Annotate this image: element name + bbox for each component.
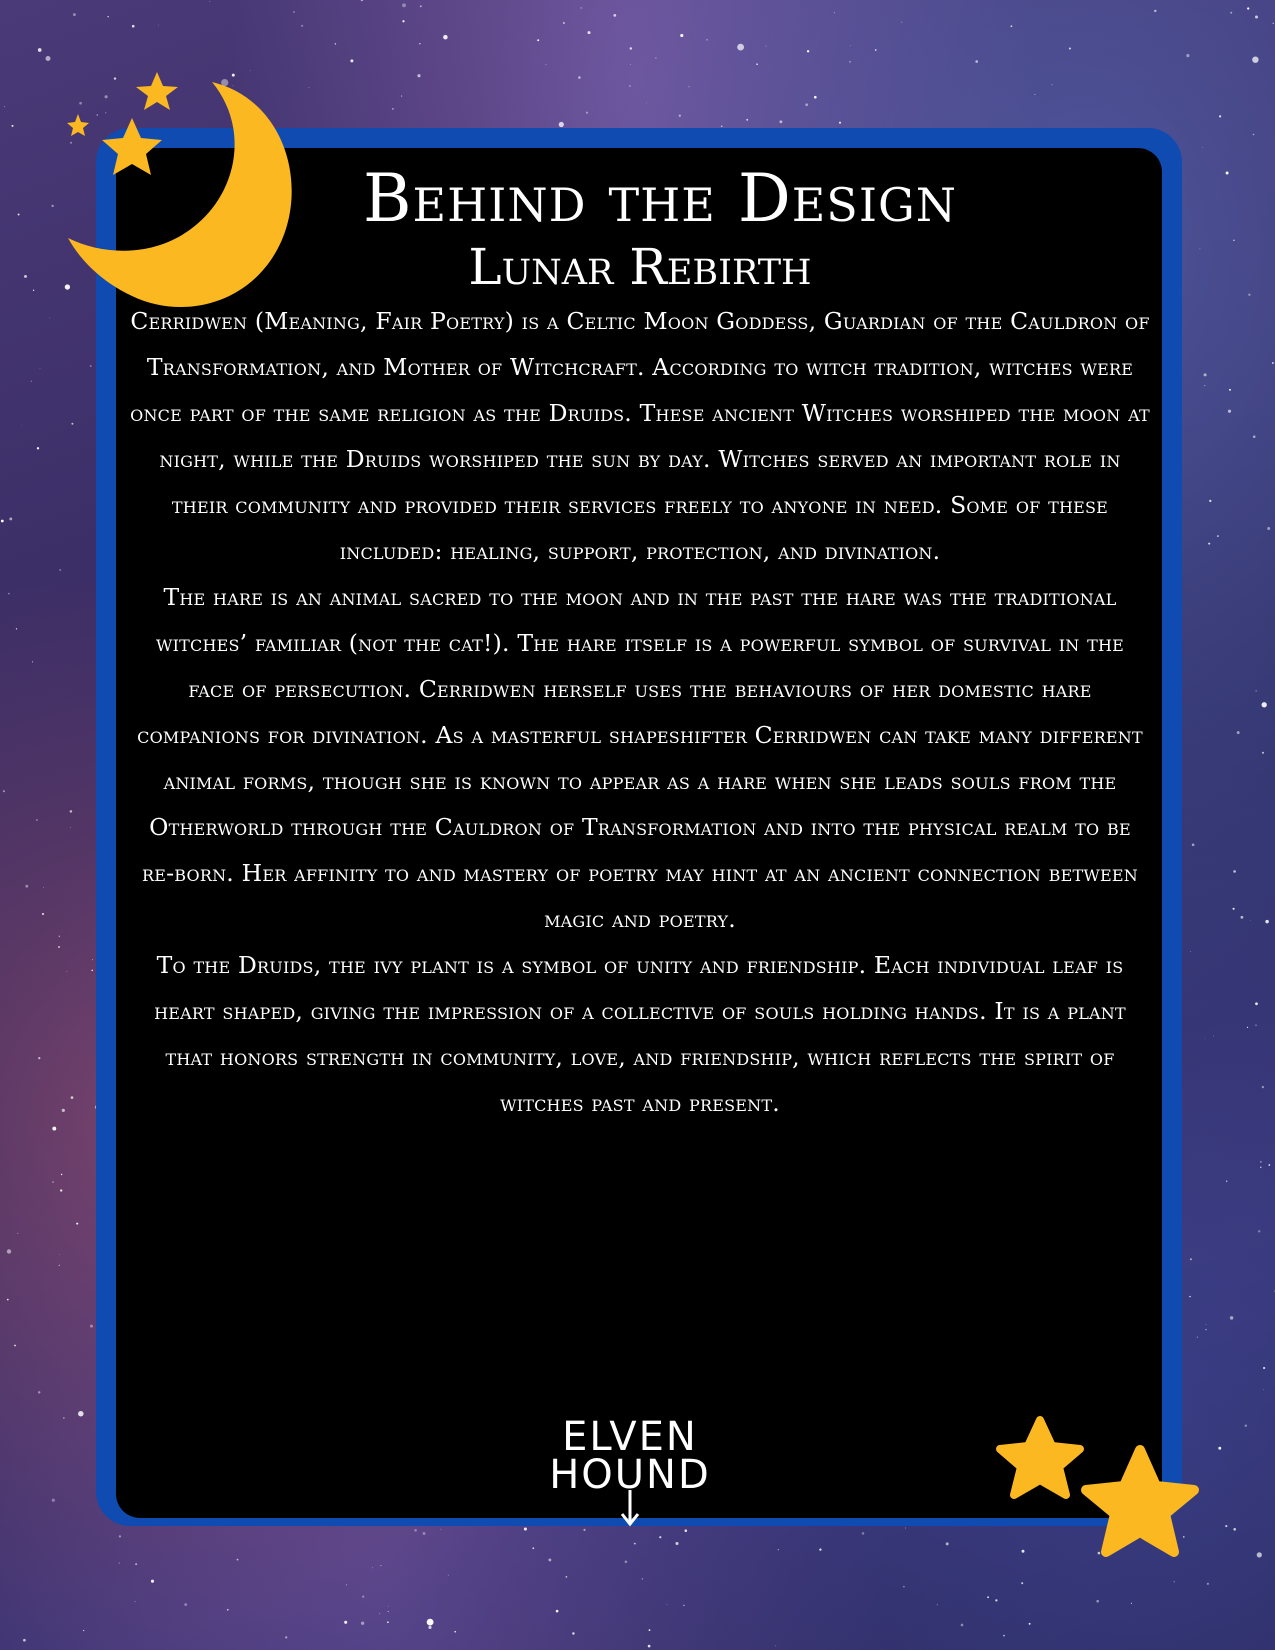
background-star (417, 74, 420, 77)
background-star (132, 25, 135, 28)
background-star (1154, 10, 1156, 12)
logo-line-2: HOUND (549, 1452, 711, 1498)
page-subtitle: Lunar Rebirth (468, 238, 812, 296)
background-star (1, 520, 4, 523)
background-star (901, 22, 902, 23)
background-star (59, 1265, 60, 1266)
background-star (1205, 1329, 1206, 1330)
background-star (642, 1578, 643, 1579)
background-star (1263, 1367, 1265, 1369)
background-star (18, 214, 20, 216)
background-star (344, 1621, 347, 1624)
background-star (563, 22, 565, 24)
background-star (71, 1096, 74, 1099)
background-star (1021, 1582, 1023, 1584)
background-star (1237, 731, 1240, 734)
background-star (42, 913, 44, 915)
background-star (1204, 385, 1205, 386)
background-star (805, 103, 808, 106)
background-star (1253, 134, 1255, 136)
background-star (76, 1223, 78, 1225)
background-star (43, 887, 44, 888)
background-star (1174, 1581, 1175, 1582)
arrow-icon (500, 1414, 760, 1528)
background-star (1190, 1258, 1192, 1260)
background-star (586, 112, 588, 114)
background-star (629, 85, 631, 87)
background-star (1096, 1600, 1099, 1603)
background-star (52, 1181, 54, 1183)
background-star (676, 1542, 679, 1545)
background-star (59, 569, 61, 571)
background-star (679, 115, 681, 117)
background-star (3, 790, 5, 792)
background-star (419, 43, 420, 44)
background-star (634, 1543, 636, 1545)
background-star (7, 1249, 11, 1253)
background-star (119, 1563, 120, 1564)
background-star (1131, 1603, 1132, 1604)
background-star (70, 810, 73, 813)
background-star (683, 1605, 684, 1606)
background-star (1255, 1002, 1258, 1005)
background-star (559, 122, 564, 127)
background-star (556, 1610, 559, 1613)
background-star (151, 1580, 154, 1583)
background-star (1208, 543, 1210, 545)
background-star (546, 64, 547, 65)
background-star (91, 970, 93, 972)
background-star (903, 1586, 904, 1587)
background-star (1205, 1038, 1206, 1039)
background-star (1257, 1552, 1262, 1557)
background-star (107, 16, 108, 17)
logo-line-1: ELVEN (562, 1414, 698, 1460)
background-star (1206, 1324, 1207, 1325)
background-star (1034, 94, 1035, 95)
background-star (38, 1391, 40, 1393)
star-icon (1086, 1450, 1194, 1552)
background-star (443, 35, 448, 40)
background-star (862, 1532, 865, 1535)
background-star (8, 593, 10, 595)
background-star (1263, 1389, 1264, 1390)
background-star (532, 1547, 534, 1549)
background-star (51, 205, 53, 207)
background-star (1229, 389, 1231, 391)
background-star (335, 43, 337, 45)
background-star (448, 1575, 449, 1576)
background-star (454, 1631, 456, 1633)
background-star (689, 86, 690, 87)
background-star (70, 827, 71, 828)
background-star (850, 45, 851, 46)
background-star (379, 1613, 380, 1614)
background-star (362, 1596, 364, 1598)
background-star (61, 1174, 62, 1175)
background-star (1258, 1230, 1260, 1232)
background-star (1233, 1528, 1236, 1531)
background-star (807, 50, 809, 52)
background-star (402, 3, 406, 7)
background-star (1262, 702, 1267, 707)
background-star (1252, 56, 1258, 62)
background-star (401, 96, 402, 97)
star-icon (136, 72, 178, 110)
background-star (1199, 248, 1200, 249)
background-star (778, 1549, 779, 1550)
background-star (839, 122, 841, 124)
background-star (1228, 410, 1231, 413)
background-star (1255, 1025, 1256, 1026)
background-star (21, 426, 22, 427)
background-star (537, 39, 539, 41)
background-star (581, 7, 582, 8)
background-star (40, 368, 41, 369)
background-star (1260, 1161, 1261, 1162)
background-star (37, 447, 39, 449)
background-star (706, 39, 708, 41)
background-star (1256, 690, 1257, 691)
background-star (834, 12, 835, 13)
background-star (961, 1624, 964, 1627)
background-star (346, 1584, 347, 1585)
background-star (17, 1233, 18, 1234)
background-star (1247, 1027, 1248, 1028)
background-star (285, 1636, 287, 1638)
background-star (946, 1542, 949, 1545)
background-star (1260, 1166, 1262, 1168)
background-star (309, 87, 310, 88)
background-star (71, 423, 73, 425)
background-star (1011, 25, 1013, 27)
background-star (1253, 435, 1256, 438)
paragraph-ivy: To the Druids, the ivy plant is a symbol of unity and friendship. Each individual leaf is heart shaped, giving the impression of a collective of souls holding hands. It is a plant that honors strength in community, love, and friendship, which reflects the spirit of witches past and present. (154, 951, 1126, 1117)
background-star (52, 1499, 55, 1502)
background-star (1219, 115, 1221, 117)
background-star (387, 1621, 389, 1623)
background-star (73, 13, 76, 16)
background-star (975, 60, 978, 63)
background-star (33, 290, 34, 291)
background-star (7, 1299, 9, 1301)
background-star (388, 1611, 389, 1612)
background-star (1213, 1036, 1214, 1037)
background-star (995, 1599, 997, 1601)
background-star (9, 517, 12, 520)
background-star (24, 275, 27, 278)
background-star (572, 1632, 574, 1634)
background-star (766, 46, 767, 47)
background-star (849, 61, 851, 63)
background-star (1190, 951, 1191, 952)
background-star (721, 125, 723, 127)
background-star (402, 20, 404, 22)
paragraph-hare: The hare is an animal sacred to the moon and in the past the hare was the traditional witches’ familiar (not the cat!). The hare itself is a powerful symbol of survival in the face of persecution. Cerridwen herself uses the behaviours of her domestic hare companions for divination. As a masterful shapeshifter Cerridwen can take many different animal forms, though she is known to appear as a hare when she leads souls from the Otherworld through the Cauldron of Transformation and into the physical realm to be re-born. Her affinity to and mastery of poetry may hint at an ancient connection between magic and poetry. (137, 583, 1143, 933)
background-star (1248, 293, 1250, 295)
background-star (1241, 916, 1244, 919)
background-star (59, 936, 60, 937)
background-star (1069, 48, 1071, 50)
background-star (625, 1561, 628, 1564)
background-star (441, 1529, 442, 1530)
star-icon (1000, 1420, 1080, 1495)
background-star (630, 47, 632, 49)
background-star (1267, 527, 1270, 530)
background-star (1272, 362, 1274, 364)
background-star (380, 1565, 381, 1566)
paragraph-cerridwen: Cerridwen (Meaning, Fair Poetry) is a Celtic Moon Goddess, Guardian of the Cauldron of Transformation, and Mother of Witchcraft. According to witch tradition, witches were once part of the same religion as the Druids. These ancient Witches worshiped the moon at night, while the Druids worshiped the sun by day. Witches served an important role in their community and provided their services freely to anyone in need. Some of these included: healing, support, protection, and divination. (130, 307, 1150, 565)
background-star (1255, 16, 1258, 19)
page-title: Behind the Design (362, 160, 957, 237)
background-star (1226, 172, 1229, 175)
background-star (414, 1529, 417, 1532)
background-star (427, 1619, 434, 1626)
background-star (1226, 1181, 1227, 1182)
background-star (1250, 920, 1251, 921)
background-star (566, 1576, 568, 1578)
background-star (58, 946, 60, 948)
background-star (38, 48, 42, 52)
background-star (209, 1, 210, 2)
background-star (36, 819, 38, 821)
background-star (1245, 1425, 1247, 1427)
background-star (875, 49, 877, 51)
background-star (38, 1057, 40, 1059)
background-star (819, 1548, 821, 1550)
background-star (4, 106, 5, 107)
background-star (613, 14, 616, 17)
background-star (372, 1567, 373, 1568)
background-star (937, 1604, 938, 1605)
background-star (775, 1645, 776, 1646)
background-star (52, 1127, 56, 1131)
background-star (46, 56, 51, 61)
background-star (135, 1563, 137, 1565)
background-star (667, 1604, 668, 1605)
background-star (1262, 752, 1264, 754)
background-star (60, 1189, 62, 1191)
background-star (32, 661, 33, 662)
background-star (648, 1645, 651, 1648)
background-star (1029, 1623, 1031, 1625)
background-star (78, 1411, 84, 1417)
background-star (361, 0, 363, 1)
background-star (158, 25, 159, 26)
background-star (583, 1529, 585, 1531)
background-star (578, 76, 581, 79)
background-star (659, 1536, 661, 1538)
background-star (184, 1603, 187, 1606)
background-star (1230, 1316, 1234, 1320)
background-star (350, 59, 353, 62)
background-star (14, 1345, 16, 1347)
background-star (1207, 1583, 1209, 1585)
background-star (293, 11, 294, 12)
background-star (987, 1596, 989, 1598)
background-star (680, 34, 683, 37)
background-star (1233, 908, 1235, 910)
background-star (905, 1528, 906, 1529)
background-star (16, 628, 17, 629)
background-star (1247, 7, 1249, 9)
background-star (49, 318, 50, 319)
background-star (814, 96, 817, 99)
background-star (301, 25, 303, 27)
background-star (392, 108, 394, 110)
background-star (746, 119, 748, 121)
background-star (737, 44, 744, 51)
background-star (655, 57, 656, 58)
background-star (548, 1558, 551, 1561)
background-star (1268, 1164, 1270, 1166)
background-star (388, 1606, 389, 1607)
background-star (422, 1532, 425, 1535)
background-star (25, 885, 28, 888)
background-star (1197, 1337, 1198, 1338)
background-star (588, 31, 591, 34)
background-star (1204, 373, 1207, 376)
background-star (63, 1417, 65, 1419)
background-star (779, 120, 782, 123)
background-star (428, 1626, 431, 1629)
background-star (1273, 23, 1274, 24)
background-star (11, 125, 13, 127)
background-star (630, 64, 631, 65)
background-star (1003, 1635, 1005, 1637)
background-star (1209, 500, 1211, 502)
background-star (1217, 535, 1219, 537)
background-star (685, 1529, 688, 1532)
background-star (361, 1622, 364, 1625)
background-star (756, 63, 758, 65)
background-star (649, 1629, 651, 1631)
background-star (23, 1639, 26, 1642)
star-icon (67, 114, 89, 136)
background-star (59, 1254, 60, 1255)
background-star (1233, 239, 1235, 241)
background-star (119, 1535, 121, 1537)
background-star (83, 1630, 84, 1631)
background-star (135, 1601, 136, 1602)
background-star (1262, 1086, 1264, 1088)
background-star (1052, 84, 1053, 85)
background-star (90, 365, 92, 367)
background-star (1202, 147, 1203, 148)
background-star (227, 1609, 229, 1611)
bottom-right-stars (990, 1400, 1230, 1570)
background-star (1189, 1296, 1190, 1297)
main-content (130, 158, 1150, 1126)
background-star (646, 103, 647, 104)
background-star (1265, 920, 1268, 923)
background-star (1233, 870, 1236, 873)
background-star (1230, 12, 1232, 14)
background-star (31, 381, 32, 382)
background-star (1186, 54, 1189, 57)
background-star (66, 971, 67, 972)
elven-hound-logo (500, 1414, 760, 1528)
background-star (237, 1559, 239, 1561)
background-star (420, 5, 422, 7)
background-star (92, 959, 93, 960)
background-star (90, 1325, 93, 1328)
background-star (1192, 844, 1195, 847)
background-star (62, 1109, 65, 1112)
